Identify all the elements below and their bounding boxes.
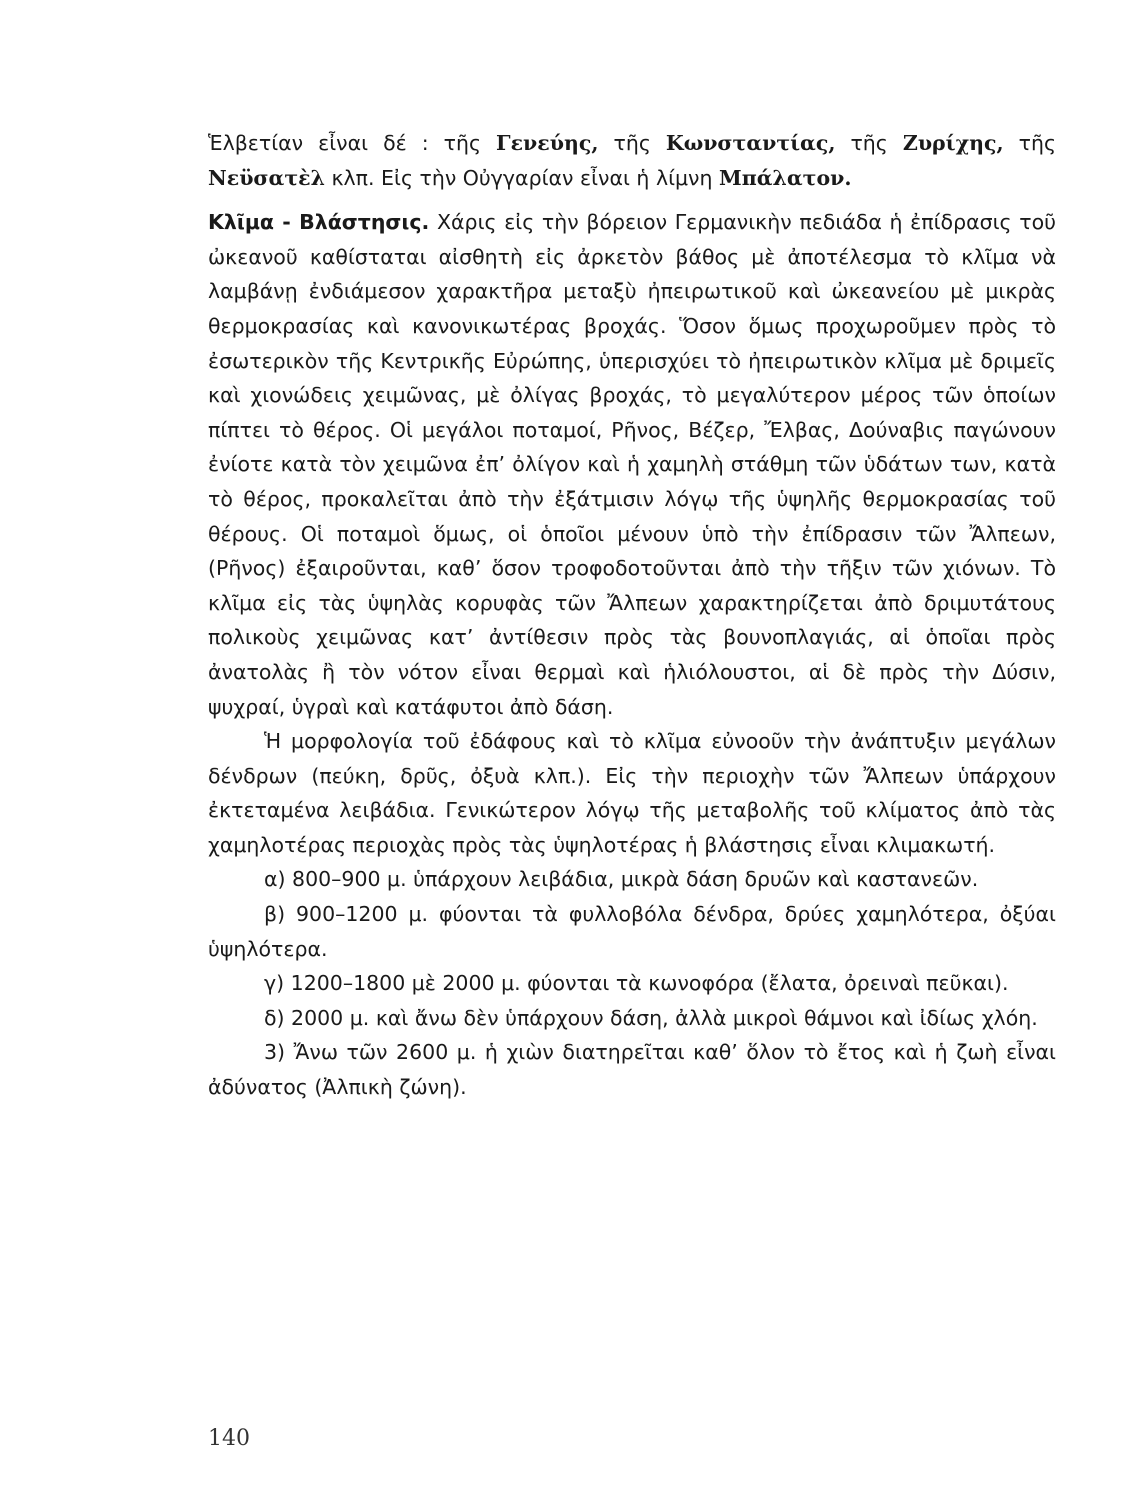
page-body	[208, 126, 1056, 1105]
list-item: α) 800–900 μ. ὑπάρχουν λειβάδια, μικρὰ δάση δρυῶν καὶ καστανεῶν.	[264, 867, 979, 892]
city-zurich: Ζυρίχης,	[902, 131, 1004, 155]
list-item: 3) Ἄνω τῶν 2600 μ. ἡ χιὼν διατηρεῖται καθ’ ὅλον τὸ ἔτος καὶ ἡ ζωὴ εἶναι ἀδύνατος (Ἀλπικὴ ζώνη).	[208, 1040, 1056, 1100]
vegetation-paragraph: Ἡ μορφολογία τοῦ ἐδάφους καὶ τὸ κλῖμα εὐνοοῦν τὴν ἀνάπτυξιν μεγάλων δένδρων (πεύκη, δρῦς, ὀξυὰ κλπ.). Εἰς τὴν περιοχὴν τῶν Ἄλπεων ὑπάρχουν ἐκτεταμένα λειβάδια. Γενικώτερον λόγῳ τῆς μεταβολῆς τοῦ κλίματος ἀπὸ τὰς χαμηλοτέρας περιοχὰς πρὸς τὰς ὑψηλοτέρας ἡ βλάστησις εἶναι κλιμακωτή.	[208, 729, 1056, 857]
city-konstanz: Κωνσταντίας,	[665, 131, 836, 155]
intro-text: τῆς	[598, 131, 666, 155]
lake-balaton: Μπάλατον.	[719, 165, 852, 190]
intro-text: τῆς	[1003, 131, 1056, 155]
climate-text: Χάρις εἰς τὴν βόρειον Γερμανικὴν πεδιάδα ἡ ἐπίδρασις τοῦ ὠκεανοῦ καθίσταται αἰσθητὴ εἰς ἀρκετὸν βάθος μὲ ἀποτέλεσμα τὸ κλῖμα νὰ λαμβάνῃ ἐνδιάμεσον χαρακτῆρα μεταξὺ ἠπειρωτικοῦ καὶ ὠκεανείου μὲ μικρὰς θερμοκρασίας καὶ κανονικωτέρας βροχάς. Ὅσον ὅμως προχωροῦμεν πρὸς τὸ ἐσωτερικὸν τῆς Κεντρικῆς Εὐρώπης, ὑπερισχύει τὸ ἠπειρωτικὸν κλῖμα μὲ δριμεῖς καὶ χιονώδεις χειμῶνας, μὲ ὀλίγας βροχάς, τὸ μεγαλύτερον μέρος τῶν ὁποίων πίπτει τὸ θέρος. Οἱ μεγάλοι ποταμοί, Ρῆνος, Βέζερ, Ἔλβας, Δούναβις παγώνουν ἐνίοτε κατὰ τὸν χειμῶνα ἐπ’ ὀλίγον καὶ ἡ χαμηλὴ στάθμη τῶν ὑδάτων των, κατὰ τὸ θέρος, προκαλεῖται ἀπὸ τὴν ἐξάτμισιν λόγῳ τῆς ὑψηλῆς θερμοκρασίας τοῦ θέρους. Οἱ ποταμοὶ ὅμως, οἱ ὁποῖοι μένουν ὑπὸ τὴν ἐπίδρασιν τῶν Ἄλπεων, (Ρῆνος) ἐξαιροῦνται, καθ’ ὅσον τροφοδοτοῦνται ἀπὸ τὴν τῆξιν τῶν χιόνων. Τὸ κλῖμα εἰς τὰς ὑψηλὰς κορυφὰς τῶν Ἄλπεων χαρακτηρίζεται ἀπὸ δριμυτάτους πολικοὺς χειμῶνας κατ’ ἀντίθεσιν πρὸς τὰς βουνοπλαγιάς, αἱ ὁποῖαι πρὸς ἀνατολὰς ἢ τὸν νότον εἶναι θερμαὶ καὶ ἡλιόλουστοι, αἱ δὲ πρὸς τὴν Δύσιν, ψυχραί, ὑγραὶ καὶ κατάφυτοι ἀπὸ δάση.	[208, 210, 1056, 719]
intro-text: κλπ. Εἰς τὴν Οὐγγαρίαν εἶναι ἡ λίμνη	[324, 165, 720, 190]
list-item: γ) 1200–1800 μὲ 2000 μ. φύονται τὰ κωνοφόρα (ἔλατα, ὀρειναὶ πεῦκαι).	[264, 971, 1009, 996]
city-neuchatel: Νεϋσατὲλ	[208, 165, 325, 190]
list-item: β) 900–1200 μ. φύονται τὰ φυλλοβόλα δένδρα, δρύες χαμηλότερα, ὀξύαι ὑψηλότερα.	[208, 902, 1056, 961]
intro-text: Ἑλβετίαν εἶναι δέ : τῆς	[208, 131, 497, 155]
list-item: δ) 2000 μ. καὶ ἄνω δὲν ὑπάρχουν δάση, ἀλλὰ μικροὶ θάμνοι καὶ ἰδίως χλόη.	[264, 1005, 1038, 1030]
climate-paragraph	[208, 205, 1056, 724]
section-heading: Κλῖμα - Βλάστησις.	[208, 210, 430, 235]
city-geneva: Γενεύης,	[496, 131, 599, 155]
intro-paragraph	[208, 126, 1056, 195]
intro-text: τῆς	[835, 131, 903, 155]
page-number: 140	[208, 1426, 250, 1451]
